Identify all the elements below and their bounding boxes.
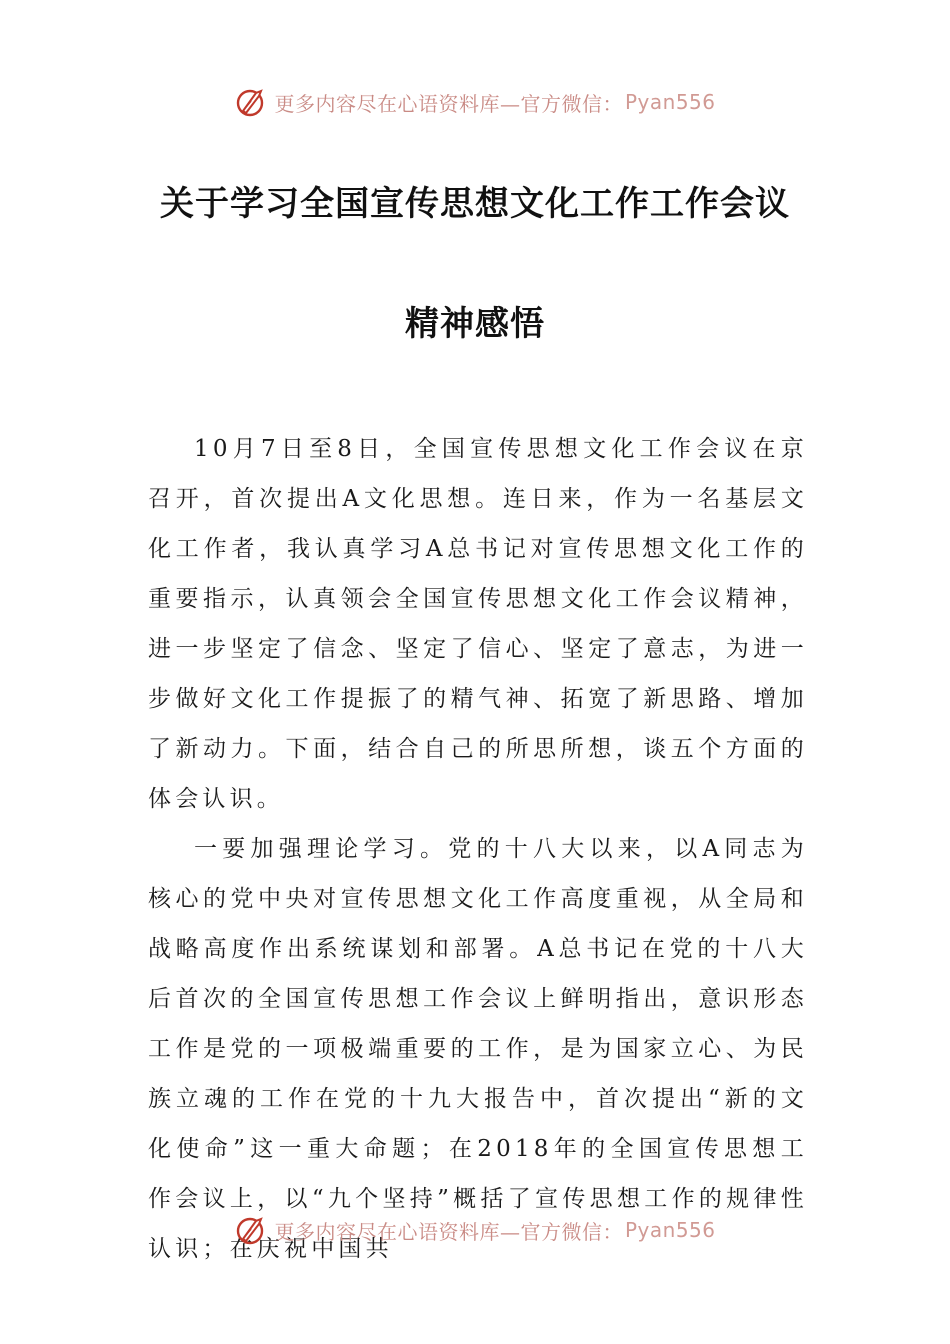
paragraph-theory-study: 一要加强理论学习。党的十八大以来，以A同志为核心的党中央对宣传思想文化工作高度重视，从全局和战略高度作出系统谋划和部署。A总书记在党的十八大后首次的全国宣传思想工作会议上鲜明指出，意识形态工作是党的一项极端重要的工作，是为国家立心、为民族立魂的工作在党的十九大报告中，首次提出“新的文化使命”这一重大命题；在2018年的全国宣传思想工作会议上，以“九个坚持”概括了宣传思想工作的规律性认识；在庆祝中国共	[148, 836, 808, 1262]
document-body	[148, 424, 808, 1274]
watermark-text: 更多内容尽在心语资料库—官方微信：	[274, 91, 623, 116]
watermark-wechat-id: Pyan556	[624, 1218, 716, 1242]
watermark-wechat-id: Pyan556	[624, 90, 716, 114]
document-title-line-2: 精神感悟	[405, 304, 545, 344]
watermark-text: 更多内容尽在心语资料库—官方微信：	[274, 1219, 623, 1244]
watermark-header	[0, 82, 950, 122]
pen-nib-circle-icon	[234, 85, 268, 119]
pen-nib-circle-icon	[234, 1213, 268, 1247]
document-title-line-1: 关于学习全国宣传思想文化工作工作会议	[160, 184, 790, 224]
watermark-footer	[0, 1210, 950, 1250]
paragraph-intro: 10月7日至8日，全国宣传思想文化工作会议在京召开，首次提出A文化思想。连日来，作为一名基层文化工作者，我认真学习A总书记对宣传思想文化工作的重要指示，认真领会全国宣传思想文化工作会议精神，进一步坚定了信念、坚定了信心、坚定了意志，为进一步做好文化工作提振了的精气神、拓宽了新思路、增加了新动力。下面，结合自己的所思所想，谈五个方面的体会认识。	[148, 436, 808, 812]
